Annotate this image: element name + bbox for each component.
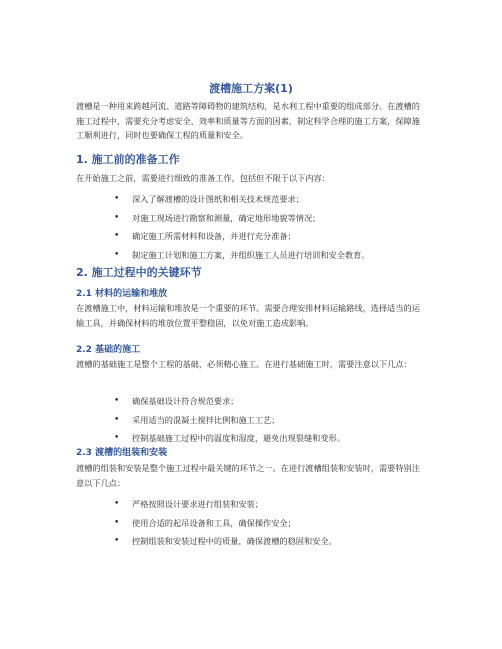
list-item: • 严格按照设计要求进行组装和安装；	[118, 495, 337, 514]
section-2-2-text: 渡槽的基础施工是整个工程的基础，必须精心施工。在进行基础施工时，需要注意以下几点：	[76, 359, 412, 369]
list-item: • 确定施工所需材料和设备，并进行充分准备；	[118, 227, 369, 246]
list-item: • 确保基础设计符合规范要求；	[118, 392, 345, 411]
list-item: • 使用合适的起吊设备和工具，确保操作安全；	[118, 514, 337, 533]
list-item: • 对施工现场进行勘察和测量，确定地形地貌等情况；	[118, 209, 369, 228]
section-2-1-text: 在渡槽施工中，材料运输和堆放是一个重要的环节。需要合理安排材料运输路线，选择适当的运输工具，并确保材料的堆放位置平整稳固，以免对施工造成影响。	[76, 303, 420, 328]
document-title: 渡槽施工方案(1)	[209, 82, 293, 95]
section-2-3-text: 渡槽的组装和安装是整个施工过程中最关键的环节之一。在进行渡槽组装和安装时，需要特别注意以下几点：	[76, 463, 420, 488]
section-2-heading: 2. 施工过程中的关键环节	[76, 266, 202, 279]
section-1-heading: 1. 施工前的准备工作	[76, 153, 180, 166]
section-2-3-heading: 2.3 渡槽的组装和安装	[76, 448, 168, 458]
list-item: • 控制基础施工过程中的温度和湿度，避免出现裂缝和变形。	[118, 429, 345, 448]
section-1-text: 在开始施工之前，需要进行细致的准备工作，包括但不限于以下内容：	[76, 173, 330, 183]
list-item: • 深入了解渡槽的设计图纸和相关技术规范要求；	[118, 190, 369, 209]
section-2-2-heading: 2.2 基础的施工	[76, 345, 141, 355]
list-item: • 制定施工计划和施工方案，并组织施工人员进行培训和安全教育。	[118, 246, 369, 265]
section-1-list	[118, 190, 369, 264]
section-2-1-heading: 2.1 材料的运输和堆放	[76, 289, 168, 299]
intro-paragraph: 渡槽是一种用来跨越河流、道路等障碍物的建筑结构，是水利工程中重要的组成部分。在渡槽的施工过程中，需要充分考虑安全、效率和质量等方面的因素，制定科学合理的施工方案，保障施工顺利进行，同时也要确保工程的质量和安全。	[76, 101, 420, 140]
section-2-3-list	[118, 495, 337, 551]
list-item: • 采用适当的混凝土搅拌比例和施工工艺；	[118, 411, 345, 430]
section-2-2-list	[118, 392, 345, 448]
list-item: • 控制组装和安装过程中的质量，确保渡槽的稳固和安全。	[118, 532, 337, 551]
